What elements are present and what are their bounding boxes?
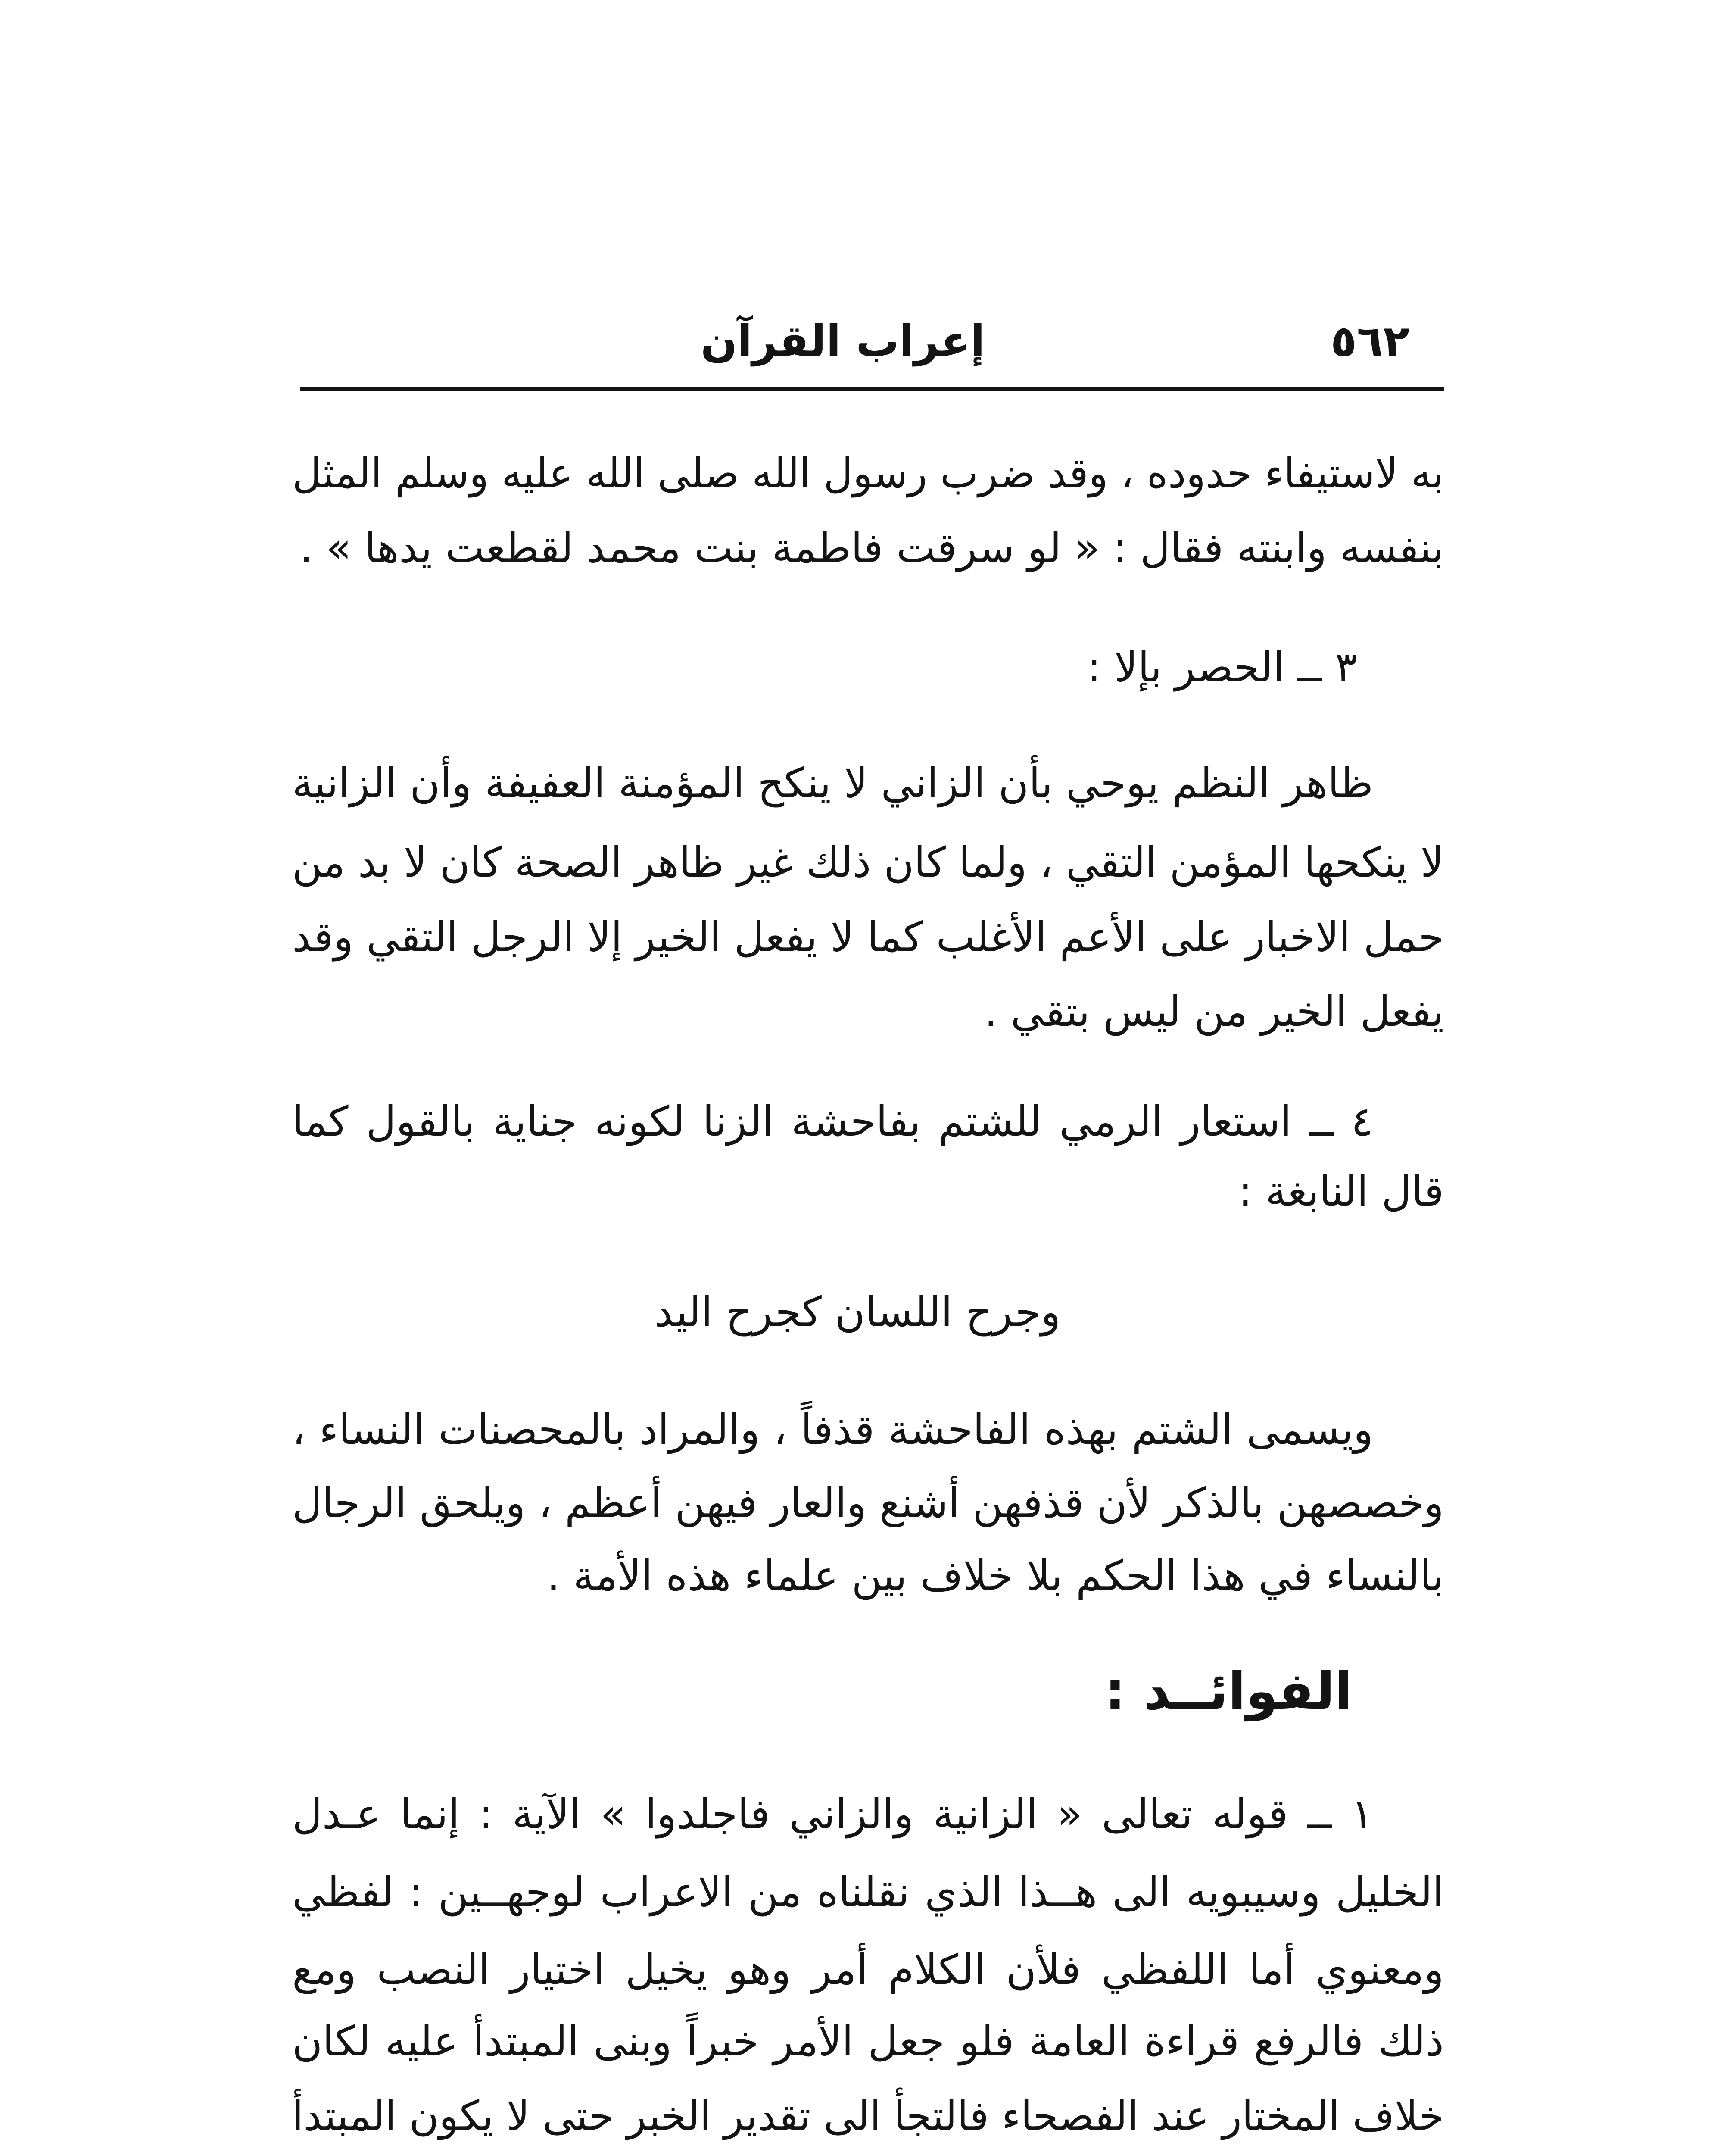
paragraph-line: الخليل وسيبويه الى هــذا الذي نقلناه من الاعراب لوجهــين : لفظي (292, 1868, 1444, 1916)
paragraph-line: ومعنوي أما اللفظي فلأن الكلام أمر وهو يخيل اختيار النصب ومع (292, 1946, 1444, 1994)
paragraph-line: حمل الاخبار على الأعم الأغلب كما لا يفعل الخير إلا الرجل التقي وقد (292, 913, 1444, 961)
fawaid-heading: الفوائــد : (1104, 1662, 1353, 1721)
paragraph-line: بنفسه وابنته فقال : « لو سرقت فاطمة بنت محمد لقطعت يدها » . (299, 524, 1444, 572)
paragraph-line: لا ينكحها المؤمن التقي ، ولما كان ذلك غير ظاهر الصحة كان لا بد من (292, 838, 1444, 887)
paragraph-line: وخصصهن بالذكر لأن قذفهن أشنع والعار فيهن أعظم ، ويلحق الرجال (292, 1479, 1444, 1527)
paragraph-line: قال النابغة : (1238, 1167, 1444, 1215)
paragraph-line: ١ ــ قوله تعالى « الزانية والزاني فاجلدوا » الآية : إنما عـدل (292, 1790, 1373, 1838)
section-heading-3: ٣ ــ الحصر بإلا : (1087, 643, 1357, 691)
paragraph-line: ظاهر النظم يوحي بأن الزاني لا ينكح المؤمنة العفيفة وأن الزانية (292, 759, 1373, 807)
paragraph-line: ويسمى الشتم بهذه الفاحشة قذفاً ، والمراد بالمحصنات النساء ، (292, 1405, 1373, 1454)
poetry-verse: وجرح اللسان كجرح اليد (654, 1288, 1061, 1336)
paragraph-line: ٤ ــ استعار الرمي للشتم بفاحشة الزنا لكونه جناية بالقول كما (292, 1097, 1373, 1146)
paragraph-line: ذلك فالرفع قراءة العامة فلو جعل الأمر خبراً وبنى المبتدأ عليه لكان (292, 2017, 1444, 2065)
page-number: ٥٦٢ (1330, 316, 1409, 366)
paragraph-line: يفعل الخير من ليس بتقي . (984, 987, 1444, 1036)
paragraph-line: به لاستيفاء حدوده ، وقد ضرب رسول الله صلى الله عليه وسلم المثل (292, 449, 1444, 497)
book-title: إعراب القرآن (700, 316, 985, 366)
header-rule (300, 387, 1444, 391)
paragraph-line: بالنساء في هذا الحكم بلا خلاف بين علماء هذه الأمة . (547, 1552, 1444, 1600)
paragraph-line: خلاف المختار عند الفصحاء فالتجأ الى تقدير الخبر حتى لا يكون المبتدأ (292, 2092, 1444, 2140)
